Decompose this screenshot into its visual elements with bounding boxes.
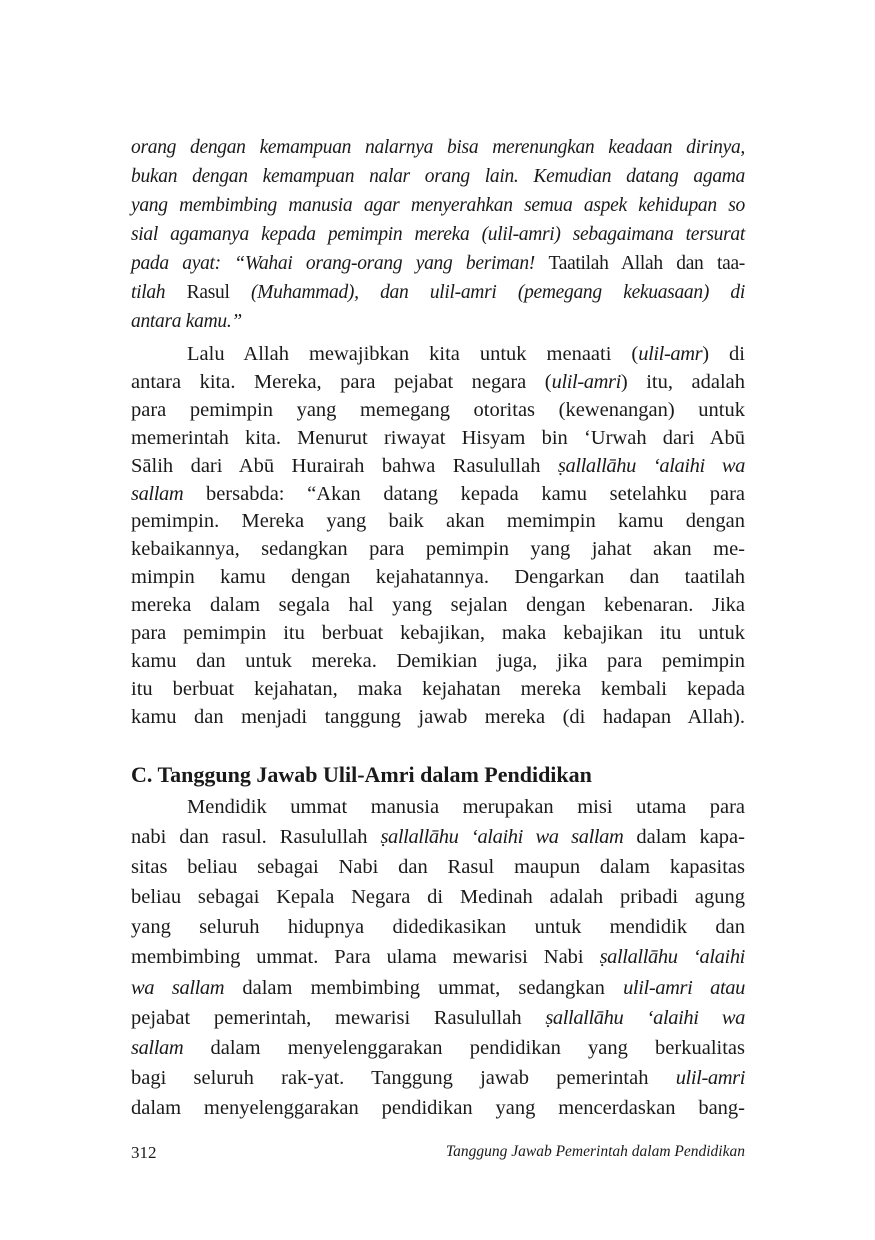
italic-text: ṣallallāhu ‘alaihi wa xyxy=(557,454,745,477)
quote-block xyxy=(131,133,745,336)
text-segment: antara kita. Mereka, para pejabat negara ( xyxy=(131,370,552,393)
text-segment: bukan dengan kemampuan nalar orang lain. Kemudian datang agama xyxy=(131,166,745,187)
text-segment: (Muhammad), dan ulil-amri (pemegang kekuasaan) di xyxy=(229,282,745,303)
text-line xyxy=(131,912,745,942)
text-segment: dalam menyelenggarakan pendidikan yang mencerdaskan bang- xyxy=(131,1096,745,1119)
text-segment: dalam membimbing ummat, sedangkan xyxy=(224,976,624,999)
italic-text: ṣallallāhu ‘alaihi wa xyxy=(545,1006,745,1029)
text-segment: itu berbuat kejahatan, maka kejahatan mereka kembali kepada xyxy=(131,677,745,700)
text-line xyxy=(131,249,745,278)
italic-text: ulil-amri atau xyxy=(623,976,745,999)
text-segment: Sālih dari Abū Hurairah bahwa Rasulullah xyxy=(131,454,558,477)
text-line xyxy=(131,453,745,481)
text-line xyxy=(131,220,745,249)
text-line xyxy=(131,508,745,536)
text-line xyxy=(131,1093,745,1123)
text-line xyxy=(131,536,745,564)
text-segment: orang dengan kemampuan nalarnya bisa merenungkan keadaan dirinya, xyxy=(131,137,745,158)
text-line xyxy=(131,162,745,191)
text-segment: bersabda: “Akan datang kepada kamu setelahku para xyxy=(183,482,745,505)
italic-text: ulil-amri xyxy=(551,370,621,393)
page-number: 312 xyxy=(131,1143,157,1162)
text-line xyxy=(131,1063,745,1093)
text-line xyxy=(131,973,745,1003)
text-line xyxy=(131,1033,745,1063)
text-segment: yang seluruh hidupnya didedikasikan untuk mendidik dan xyxy=(131,916,745,939)
text-line xyxy=(131,852,745,882)
text-line xyxy=(131,481,745,509)
text-segment: sial agamanya kepada pemimpin mereka (ulil-amri) sebagaimana tersurat xyxy=(131,224,745,245)
text-segment: memerintah kita. Menurut riwayat Hisyam bin ‘Urwah dari Abū xyxy=(131,426,745,449)
text-segment: yang membimbing manusia agar menyerahkan semua aspek kehidupan so xyxy=(131,195,745,216)
text-segment: pejabat pemerintah, mewarisi Rasulullah xyxy=(131,1006,546,1029)
text-line xyxy=(131,341,745,369)
text-segment: Mendidik ummat manusia merupakan misi utama para xyxy=(187,796,745,818)
text-line xyxy=(131,369,745,397)
text-line xyxy=(131,882,745,912)
text-segment: Lalu Allah mewajibkan kita untuk menaati ( xyxy=(187,343,639,365)
text-line xyxy=(131,676,745,704)
italic-text: ṣallallāhu ‘alaihi wa sallam xyxy=(380,826,624,849)
text-segment: ) di xyxy=(702,343,745,365)
text-segment: mereka dalam segala hal yang sejalan dengan kebenaran. Jika xyxy=(131,594,745,617)
running-title: Tanggung Jawab Pemerintah dalam Pendidikan xyxy=(445,1143,745,1160)
text-segment: para pemimpin itu berbuat kebajikan, maka kebajikan itu untuk xyxy=(131,622,745,645)
text-line xyxy=(131,620,745,648)
italic-text: sallam xyxy=(131,482,184,505)
text-segment: para pemimpin yang memegang otoritas (kewenangan) untuk xyxy=(131,398,745,421)
italic-text: ulil-amr xyxy=(638,343,703,365)
text-line xyxy=(131,942,745,972)
text-segment: kamu dan menjadi tanggung jawab mereka (di hadapan Allah). xyxy=(131,705,745,728)
text-line xyxy=(131,397,745,425)
text-line xyxy=(131,1003,745,1033)
text-segment: pada ayat: “Wahai orang-orang yang beriman! xyxy=(131,253,549,274)
text-line xyxy=(131,822,745,852)
text-line xyxy=(131,278,745,307)
text-line xyxy=(131,425,745,453)
text-line xyxy=(131,191,745,220)
section-heading: C. Tanggung Jawab Ulil-Amri dalam Pendidikan xyxy=(131,762,592,787)
text-line xyxy=(131,133,745,162)
page-footer xyxy=(131,1143,745,1163)
paragraph-1 xyxy=(131,341,745,732)
text-segment: tilah xyxy=(131,282,187,303)
text-line xyxy=(131,564,745,592)
text-segment: Taatilah Allah dan taa- xyxy=(548,253,745,274)
text-segment: Rasul xyxy=(186,282,230,303)
text-segment: kamu dan untuk mereka. Demikian juga, jika para pemimpin xyxy=(131,649,745,672)
italic-text: ṣallallāhu ‘alaihi xyxy=(599,946,745,969)
text-segment: kebaikannya, sedangkan para pemimpin yang jahat akan me- xyxy=(131,538,745,561)
text-segment: pemimpin. Mereka yang baik akan memimpin kamu dengan xyxy=(131,510,745,533)
text-segment: nabi dan rasul. Rasulullah xyxy=(131,826,381,849)
text-segment: dalam menyelenggarakan pendidikan yang berkualitas xyxy=(183,1036,745,1059)
text-segment: sitas beliau sebagai Nabi dan Rasul maupun dalam kapasitas xyxy=(131,856,745,879)
paragraph-2 xyxy=(131,792,745,1123)
italic-text: wa sallam xyxy=(131,976,225,999)
italic-text: sallam xyxy=(131,1036,184,1059)
text-segment: mimpin kamu dengan kejahatannya. Dengarkan dan taatilah xyxy=(131,566,745,589)
text-segment: dalam kapa- xyxy=(623,826,745,849)
text-segment: bagi seluruh rak-yat. Tanggung jawab pemerintah xyxy=(131,1066,676,1089)
italic-text: ulil-amri xyxy=(675,1066,745,1089)
text-line xyxy=(131,792,745,822)
text-segment: ) itu, adalah xyxy=(620,370,745,393)
text-line xyxy=(131,704,745,732)
text-line xyxy=(131,307,745,336)
text-line xyxy=(131,648,745,676)
text-segment: membimbing ummat. Para ulama mewarisi Nabi xyxy=(131,946,600,969)
text-line xyxy=(131,592,745,620)
text-segment: beliau sebagai Kepala Negara di Medinah adalah pribadi agung xyxy=(131,886,745,909)
text-segment: antara kamu.” xyxy=(131,311,242,332)
